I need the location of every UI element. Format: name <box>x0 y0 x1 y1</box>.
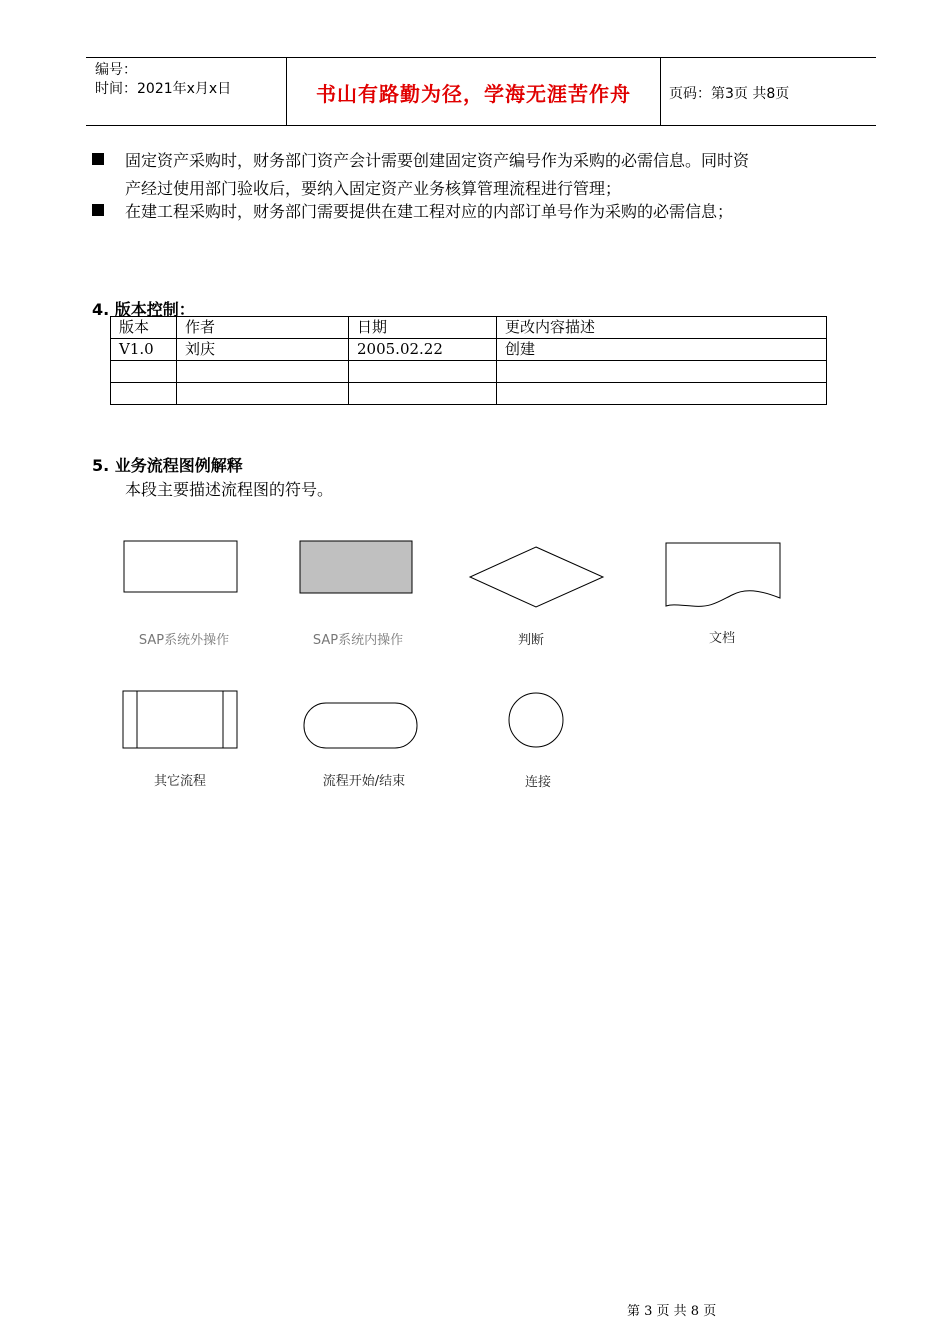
bullet-text: 在建工程采购时，财务部门需要提供在建工程对应的内部订单号作为采购的必需信息； <box>125 202 734 221</box>
legend-label-decision: 判断 <box>517 633 544 648</box>
legend-label-other-process: 其它流程 <box>153 774 206 789</box>
legend-label-document: 文档 <box>708 631 735 646</box>
bullet-text-continued: 产经过使用部门验收后，要纳入固定资产业务核算管理流程进行管理； <box>125 179 622 198</box>
legend-label-sap-internal: SAP系统内操作 <box>312 633 404 648</box>
table-cell: V1.0 <box>111 339 177 361</box>
header-cell: 版本 <box>111 317 177 339</box>
table-cell: 2005.02.22 <box>349 339 497 361</box>
page-footer: 第 3 页 共 8 页 <box>627 1304 717 1319</box>
header-cell: 日期 <box>349 317 497 339</box>
sap-external-shape <box>124 541 237 592</box>
other-process-shape <box>123 691 237 748</box>
decision-diamond-shape <box>470 547 603 607</box>
table-cell: 创建 <box>497 339 827 361</box>
section-4-title: 4. 版本控制： <box>92 300 195 319</box>
doc-time-label: 时间：2021年x月x日 <box>95 81 232 97</box>
document-shape <box>666 543 780 606</box>
header-motto: 书山有路勤为径，学海无涯苦作舟 <box>316 82 631 106</box>
doc-code-label: 编号： <box>95 62 137 78</box>
section-5-description: 本段主要描述流程图的符号。 <box>125 480 334 499</box>
header-cell: 更改内容描述 <box>497 317 827 339</box>
start-end-terminator-shape <box>304 703 417 748</box>
table-cell: 刘庆 <box>177 339 349 361</box>
legend-label-sap-external: SAP系统外操作 <box>138 633 230 648</box>
connector-circle-shape <box>509 693 563 747</box>
legend-label-start-end: 流程开始/结束 <box>322 774 406 789</box>
legend-label-connector: 连接 <box>524 775 551 790</box>
header-page-number: 页码：第3页 共8页 <box>669 86 790 102</box>
bullet-text: 固定资产采购时，财务部门资产会计需要创建固定资产编号作为采购的必需信息。同时资 <box>125 151 750 170</box>
sap-internal-shape <box>300 541 412 593</box>
header-cell: 作者 <box>177 317 349 339</box>
section-5-title: 5. 业务流程图例解释 <box>92 456 243 475</box>
